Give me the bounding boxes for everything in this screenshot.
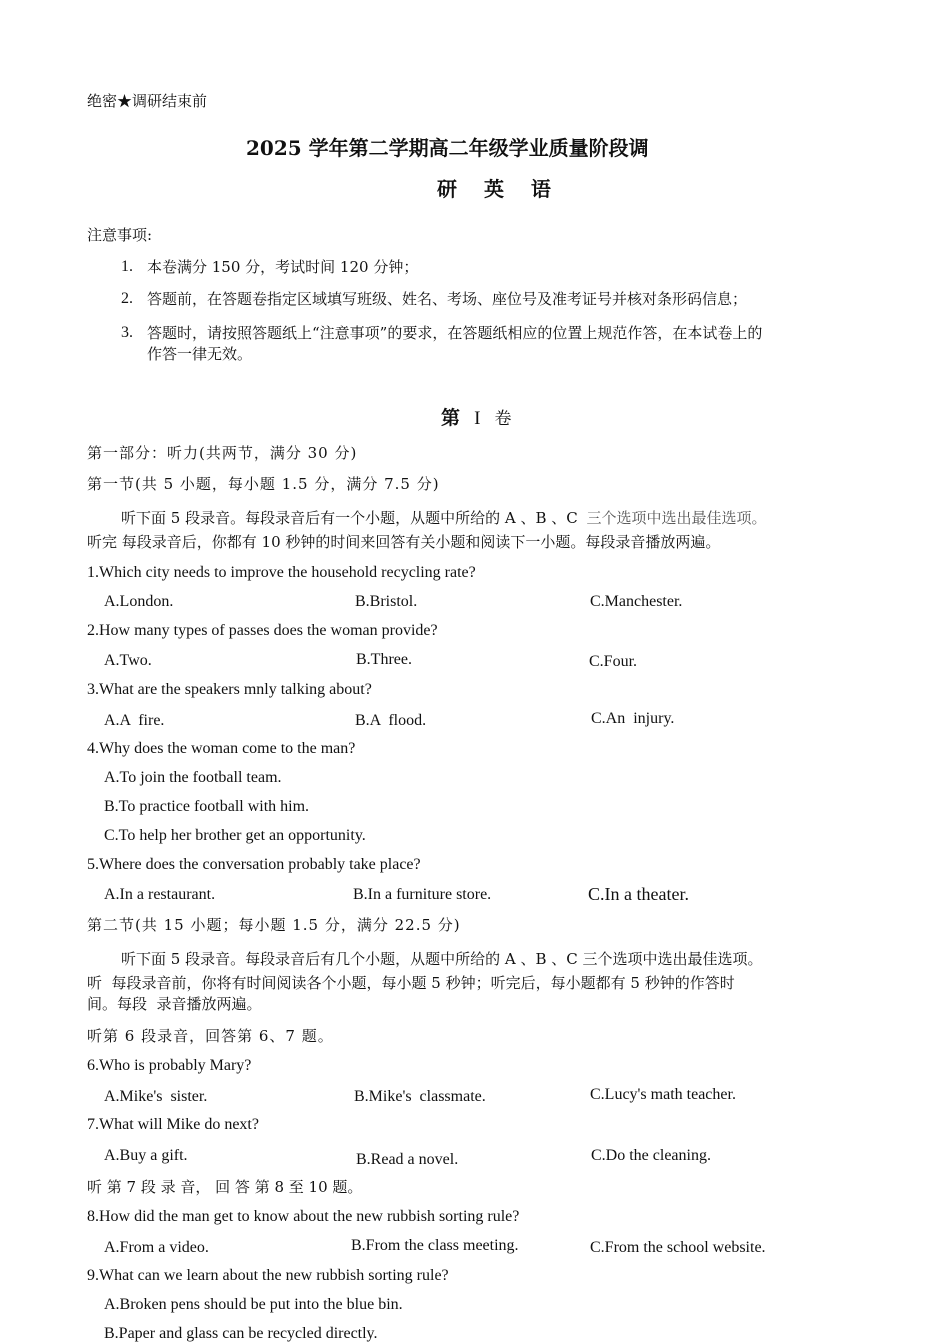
note-text: 答题前，在答题卷指定区域填写班级、姓名、考场、座位号及准考证号并核对条形码信息； — [147, 290, 748, 308]
option-a: A.To join the football team. — [104, 769, 282, 786]
option-c: C.From the school website. — [590, 1239, 766, 1256]
volume-heading — [441, 408, 511, 429]
section1-instructions-line2: 听完 每段录音后，你都有 10 秒钟的时间来回答有关小题和阅读下一小题。每段录音播放两遍。 — [87, 533, 721, 551]
option-b: B.To practice football with him. — [104, 798, 310, 815]
question-text: 2.How many types of passes does the woman provide? — [87, 622, 438, 639]
confidential-label: 绝密★调研结束前 — [87, 92, 208, 110]
option-c: C.In a theater. — [588, 884, 689, 904]
volume-di: 第 — [441, 407, 461, 429]
note-number: 2. — [121, 290, 133, 307]
option-a: A.Two. — [104, 652, 152, 669]
section1-instructions-a: 听下面 5 段录音。每段录音后有一个小题，从题中所给的 A 、B 、C — [121, 509, 578, 527]
option-c: C.Manchester. — [590, 593, 683, 610]
section1-instructions-b: 三个选项中选出最佳选项。 — [586, 509, 767, 527]
option-c: C.To help her brother get an opportunity. — [104, 827, 366, 844]
option-b: B.Bristol. — [355, 593, 418, 610]
section2-instructions-line2: 听 每段录音前，你将有时间阅读各个小题，每小题 5 秒钟；听完后，每小题都有 5 秒钟的作答时 — [87, 974, 735, 992]
volume-juan: 卷 — [494, 409, 512, 429]
option-a: A.London. — [104, 593, 174, 610]
option-a: A.In a restaurant. — [104, 886, 216, 903]
option-c: C.Lucy's math teacher. — [590, 1086, 736, 1103]
section2-instructions-line1: 听下面 5 段录音。每段录音后有几个小题，从题中所给的 A 、B 、C 三个选项中选出最佳选项。 — [121, 950, 763, 968]
note-text-continued: 作答一律无效。 — [147, 345, 253, 363]
question-text: 5.Where does the conversation probably take place? — [87, 856, 421, 873]
section2-heading: 第二节(共 15 小题；每小题 1.5 分，满分 22.5 分) — [87, 916, 461, 934]
question-text: 6.Who is probably Mary? — [87, 1057, 252, 1074]
note-text: 本卷满分 150 分，考试时间 120 分钟； — [147, 258, 419, 276]
question-text: 7.What will Mike do next? — [87, 1116, 259, 1133]
question-text: 3.What are the speakers mnly talking about? — [87, 681, 372, 698]
option-c: C.Four. — [589, 653, 638, 670]
option-b: B.A flood. — [355, 712, 427, 729]
note-text: 答题时，请按照答题纸上“注意事项”的要求，在答题纸相应的位置上规范作答，在本试卷上的 — [147, 324, 763, 342]
option-c: C.Do the cleaning. — [591, 1147, 711, 1164]
option-a: A.Mike's sister. — [104, 1088, 208, 1105]
note-number: 1. — [121, 258, 133, 275]
option-b: B.Mike's classmate. — [354, 1088, 486, 1105]
volume-number: I — [474, 408, 481, 429]
option-b: B.In a furniture store. — [353, 886, 492, 903]
option-a: A.From a video. — [104, 1239, 209, 1256]
option-b: B.Paper and glass can be recycled directly. — [104, 1325, 378, 1342]
question-text: 4.Why does the woman come to the man? — [87, 740, 356, 757]
option-a: A.A fire. — [104, 712, 165, 729]
segment7-instruction: 听 第 7 段 录 音， 回 答 第 8 至 10 题。 — [87, 1178, 363, 1196]
exam-title: 2025 学年第二学期高二年级学业质量阶段调 — [246, 136, 649, 160]
option-a: A.Buy a gift. — [104, 1147, 188, 1164]
section1-instructions — [121, 508, 767, 528]
question-text: 9.What can we learn about the new rubbish sorting rule? — [87, 1267, 449, 1284]
section1-heading: 第一节(共 5 小题，每小题 1.5 分，满分 7.5 分) — [87, 475, 440, 493]
option-c: C.An injury. — [591, 710, 675, 727]
notes-heading: 注意事项: — [87, 226, 153, 244]
exam-subtitle: 研 英 语 — [437, 177, 561, 201]
question-text: 1.Which city needs to improve the household recycling rate? — [87, 564, 476, 581]
option-a: A.Broken pens should be put into the blue bin. — [104, 1296, 403, 1313]
question-text: 8.How did the man get to know about the new rubbish sorting rule? — [87, 1208, 520, 1225]
option-b: B.Three. — [356, 651, 412, 668]
option-b: B.From the class meeting. — [351, 1237, 519, 1254]
part1-heading: 第一部分：听力(共两节，满分 30 分) — [87, 444, 358, 462]
note-number: 3. — [121, 324, 133, 341]
option-b: B.Read a novel. — [356, 1151, 459, 1168]
section2-instructions-line3: 间。每段 录音播放两遍。 — [87, 995, 262, 1013]
segment6-instruction: 听第 6 段录音，回答第 6、7 题。 — [87, 1027, 334, 1045]
